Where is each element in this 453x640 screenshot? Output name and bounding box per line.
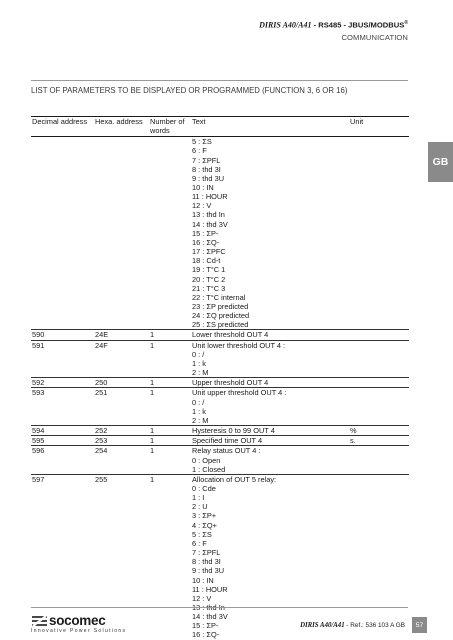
cell-hexa-address: 253 [94, 436, 149, 446]
language-tab: GB [428, 142, 453, 182]
text-line: Hysteresis 0 to 99 OUT 4 [192, 426, 275, 436]
text-line: 0 : / [192, 397, 205, 407]
footer-ref: - Ref.: 536 103 A GB [344, 622, 405, 629]
cell-unit: s. [349, 436, 409, 446]
text-line: Lower threshold OUT 4 [192, 330, 269, 340]
brand-name: socomec [49, 613, 106, 629]
text-line: 5 : ΣS [192, 529, 212, 539]
text-line: 7 : ΣPFL [192, 548, 221, 558]
text-line: 16 : ΣQ- [192, 630, 220, 640]
cell-unit [349, 446, 409, 474]
text-line: Unit upper threshold OUT 4 : [192, 388, 287, 398]
cell-decimal-address: 597 [31, 474, 94, 640]
table-row [31, 340, 409, 378]
text-line: 25 : ΣS predicted [192, 320, 249, 330]
text-line: 9 : thd 3U [192, 566, 225, 576]
text-line: 1 : I [192, 493, 205, 503]
text-line: 0 : Cde [192, 483, 216, 493]
table-row [31, 446, 409, 474]
text-line: 15 : ΣP- [192, 621, 219, 631]
table-row [31, 137, 409, 330]
socomec-logo-icon [31, 615, 48, 627]
cell-number-of-words: 1 [149, 436, 191, 446]
cell-text [191, 446, 349, 474]
text-line: 10 : IN [192, 182, 214, 192]
text-line: 2 : M [192, 368, 209, 378]
header-hexa-address: Hexa. address [94, 117, 149, 137]
text-line: 9 : thd 3U [192, 173, 225, 183]
text-line: 22 : T°C internal [192, 292, 246, 302]
section-title: LIST OF PARAMETERS TO BE DISPLAYED OR PROGRAMMED (FUNCTION 3, 6 OR 16) [31, 86, 348, 95]
cell-decimal-address: 594 [31, 426, 94, 436]
table-row [31, 388, 409, 426]
document-header-title [259, 20, 408, 30]
text-line: 5 : ΣS [192, 137, 212, 147]
text-line: 16 : ΣQ- [192, 237, 220, 247]
text-line: 17 : ΣPFC [192, 247, 226, 257]
header-protocol-mark: ® [404, 20, 408, 26]
document-reference [300, 622, 405, 629]
footer-model: DIRIS A40/A41 [300, 622, 345, 629]
text-line: 24 : ΣQ predicted [192, 311, 250, 321]
table-row [31, 436, 409, 446]
cell-hexa-address: 251 [94, 388, 149, 426]
header-model: DIRIS A40/A41 [259, 20, 312, 30]
cell-number-of-words: 1 [149, 446, 191, 474]
cell-hexa-address: 255 [94, 474, 149, 640]
text-line: 8 : thd 3I [192, 557, 221, 567]
text-line: 1 : k [192, 406, 206, 416]
text-line: 1 : k [192, 358, 206, 368]
cell-unit: % [349, 426, 409, 436]
header-number-of-words: Number of words [149, 117, 191, 137]
cell-decimal-address [31, 137, 94, 330]
cell-text [191, 378, 349, 388]
cell-text [191, 137, 349, 330]
header-separator: - [311, 20, 319, 30]
page-number: 57 [412, 617, 427, 633]
cell-decimal-address: 595 [31, 436, 94, 446]
text-line: 13 : thd In [192, 603, 225, 612]
cell-decimal-address: 596 [31, 446, 94, 474]
text-line: Specified time OUT 4 [192, 436, 263, 446]
text-line: 7 : ΣPFL [192, 155, 221, 165]
cell-number-of-words: 1 [149, 474, 191, 640]
table-body [31, 137, 409, 640]
cell-unit [349, 388, 409, 426]
cell-unit [349, 378, 409, 388]
cell-unit [349, 330, 409, 340]
cell-decimal-address: 593 [31, 388, 94, 426]
table-row [31, 330, 409, 340]
text-line: Relay status OUT 4 : [192, 446, 261, 456]
text-line: 6 : F [192, 538, 207, 548]
header-unit: Unit [349, 117, 409, 137]
cell-unit [349, 474, 409, 640]
cell-number-of-words: 1 [149, 340, 191, 378]
text-line: 20 : T°C 2 [192, 274, 226, 284]
text-line: 19 : T°C 1 [192, 265, 226, 275]
header-divider [31, 80, 408, 81]
header-protocol: RS485 - JBUS/MODBUS [318, 20, 405, 30]
header-decimal-address: Decimal address [31, 117, 94, 137]
cell-unit [349, 340, 409, 378]
text-line: Unit lower threshold OUT 4 : [192, 340, 286, 350]
text-line: Upper threshold OUT 4 [192, 378, 269, 388]
text-line: 12 : V [192, 593, 212, 603]
table-row [31, 426, 409, 436]
cell-number-of-words: 1 [149, 426, 191, 436]
text-line: 23 : ΣP predicted [192, 302, 249, 311]
text-line: 18 : Cd-t [192, 256, 221, 266]
cell-text [191, 474, 349, 640]
brand-tagline: Innovative Power Solutions [31, 628, 127, 634]
cell-number-of-words: 1 [149, 388, 191, 426]
cell-hexa-address: 252 [94, 426, 149, 436]
document-header-subtitle: COMMUNICATION [341, 33, 408, 42]
cell-text [191, 330, 349, 340]
text-line: 0 : / [192, 349, 205, 359]
cell-unit [349, 137, 409, 330]
text-line: 15 : ΣP- [192, 228, 219, 238]
text-line: 11 : HOUR [192, 584, 228, 594]
cell-number-of-words [149, 137, 191, 330]
text-line: 4 : ΣQ+ [192, 520, 217, 530]
cell-text [191, 436, 349, 446]
cell-text [191, 388, 349, 426]
text-line: 13 : thd In [192, 210, 225, 220]
text-line: 12 : V [192, 201, 212, 211]
cell-decimal-address: 591 [31, 340, 94, 378]
cell-number-of-words: 1 [149, 378, 191, 388]
cell-hexa-address: 250 [94, 378, 149, 388]
cell-hexa-address [94, 137, 149, 330]
table-header-row [31, 117, 409, 137]
text-line: 21 : T°C 3 [192, 283, 226, 293]
cell-text [191, 340, 349, 378]
cell-hexa-address: 24E [94, 330, 149, 340]
text-line: 8 : thd 3I [192, 164, 221, 174]
cell-hexa-address: 24F [94, 340, 149, 378]
footer-divider [31, 607, 408, 608]
text-line: 3 : ΣP+ [192, 511, 217, 521]
cell-decimal-address: 590 [31, 330, 94, 340]
text-line: 11 : HOUR [192, 192, 228, 202]
cell-decimal-address: 592 [31, 378, 94, 388]
header-text: Text [191, 117, 349, 137]
text-line: 1 : Closed [192, 464, 226, 474]
cell-number-of-words: 1 [149, 330, 191, 340]
text-line: Allocation of OUT 5 relay: [192, 474, 277, 484]
text-line: 14 : thd 3V [192, 219, 228, 229]
text-line: 10 : IN [192, 575, 214, 585]
text-line: 6 : F [192, 146, 207, 156]
parameters-table [31, 116, 409, 640]
cell-text [191, 426, 349, 436]
cell-hexa-address: 254 [94, 446, 149, 474]
text-line: 0 : Open [192, 455, 221, 465]
table-row [31, 378, 409, 388]
text-line: 2 : U [192, 502, 208, 512]
text-line: 2 : M [192, 415, 209, 425]
text-line: 14 : thd 3V [192, 612, 228, 622]
